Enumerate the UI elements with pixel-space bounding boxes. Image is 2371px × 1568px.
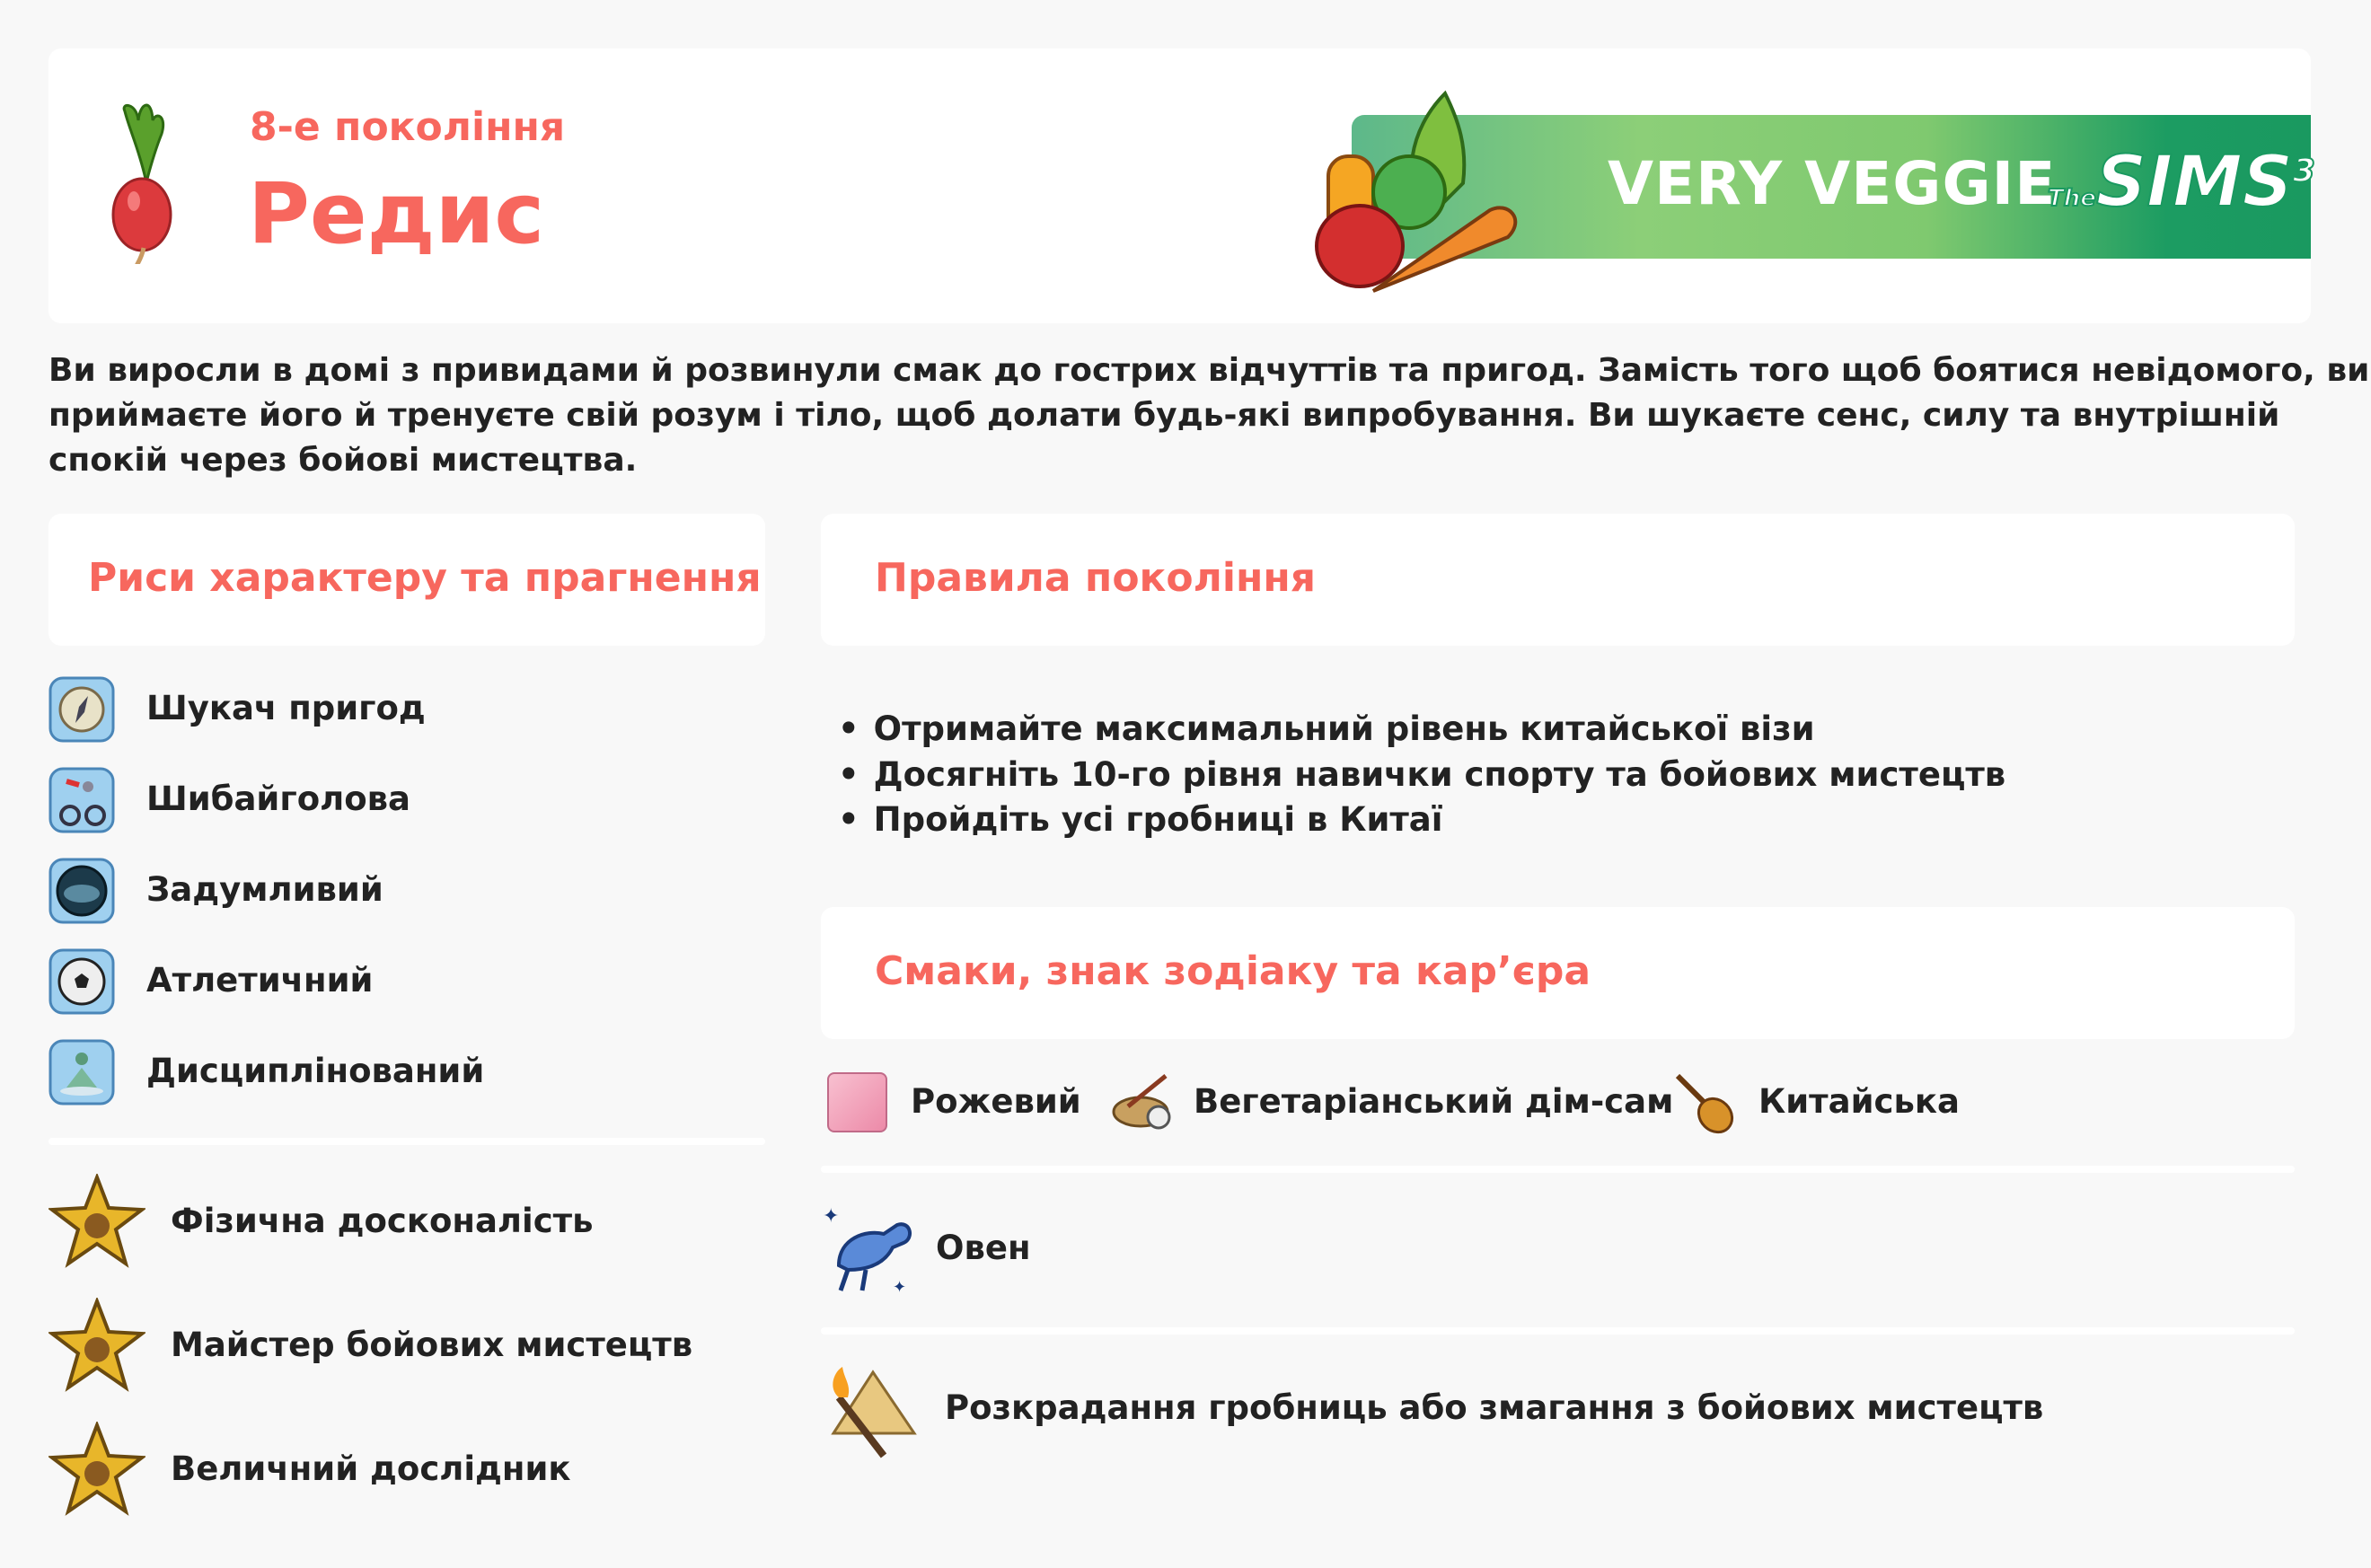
page-title: Редис (248, 165, 545, 263)
svg-text:✦: ✦ (823, 1205, 840, 1228)
description-line: спокій через бойові мистецтва. (48, 442, 638, 479)
banner-text: VERY VEGGIE (1608, 149, 2057, 218)
aries-ram-icon (821, 1202, 918, 1296)
description-line: приймаєте його й тренуєте свій розум і тіло, щоб долати будь-які випробування. Ви шукаєте сенс, силу та внутрішній (48, 397, 2280, 434)
soccer-ball-icon (48, 948, 115, 1015)
rule-item: • Отримайте максимальний рівень китайської візи (838, 709, 1815, 748)
rule-item: • Пройдіть усі гробниці в Китаї (838, 800, 1443, 839)
zodiac-label: Овен (936, 1229, 1031, 1267)
trait-label: Атлетичний (146, 961, 374, 1000)
bullet: • (838, 709, 859, 748)
career-label: Розкрадання гробниць або змагання з бойових мистецтв (945, 1388, 2044, 1427)
favorite-color-label: Рожевий (911, 1082, 1081, 1121)
favorite-food-label: Вегетаріанський дім-сам (1194, 1082, 1674, 1121)
meditation-icon (48, 1039, 115, 1106)
bullet: • (838, 800, 859, 839)
compass-icon (48, 676, 115, 743)
favorite-music-label: Китайська (1758, 1082, 1960, 1121)
trait-label: Шукач пригод (146, 689, 426, 727)
divider (48, 1138, 765, 1145)
color-swatch-icon (827, 1072, 887, 1132)
vegetables-icon (1310, 84, 1562, 300)
bullet: • (838, 755, 859, 794)
star-trophy-icon (48, 1174, 145, 1271)
aspiration-label: Величний дослідник (171, 1449, 571, 1488)
pipa-instrument-icon (1672, 1070, 1737, 1135)
star-trophy-icon (48, 1298, 145, 1395)
star-trophy-icon (48, 1422, 145, 1519)
sims3-logo: TheSIMS$^3$ (2048, 142, 2315, 223)
aspiration-label: Майстер бойових мистецтв (171, 1326, 693, 1364)
favorites-heading-card (821, 907, 2295, 1039)
svg-text:✦: ✦ (893, 1278, 907, 1296)
dim-sum-icon (1110, 1070, 1175, 1135)
traits-heading-card (48, 514, 765, 646)
divider (821, 1327, 2295, 1335)
aspiration-label: Фізична досконалість (171, 1202, 594, 1240)
trait-label: Задумливий (146, 870, 383, 909)
daredevil-icon (48, 767, 115, 833)
rules-heading-card (821, 514, 2295, 646)
rule-item: • Досягніть 10-го рівня навички спорту та бойових мистецтв (838, 755, 2006, 794)
traits-heading: Риси характеру та прагнення (88, 555, 762, 601)
torch-pyramid-icon (821, 1361, 918, 1460)
rules-heading: Правила покоління (875, 555, 1317, 601)
divider (821, 1166, 2295, 1173)
radish-icon (102, 93, 183, 264)
description-line: Ви виросли в домі з привидами й розвинули смак до гострих відчуттів та пригод. Замість того щоб боятися невідомого, ви (48, 352, 2370, 389)
header-card (48, 48, 2315, 323)
generation-label: 8-е покоління (250, 104, 566, 150)
trait-label: Шибайголова (146, 780, 411, 818)
thinker-icon (48, 858, 115, 924)
favorites-heading: Смаки, знак зодіаку та кар’єра (875, 948, 1591, 994)
trait-label: Дисциплінований (146, 1052, 485, 1090)
